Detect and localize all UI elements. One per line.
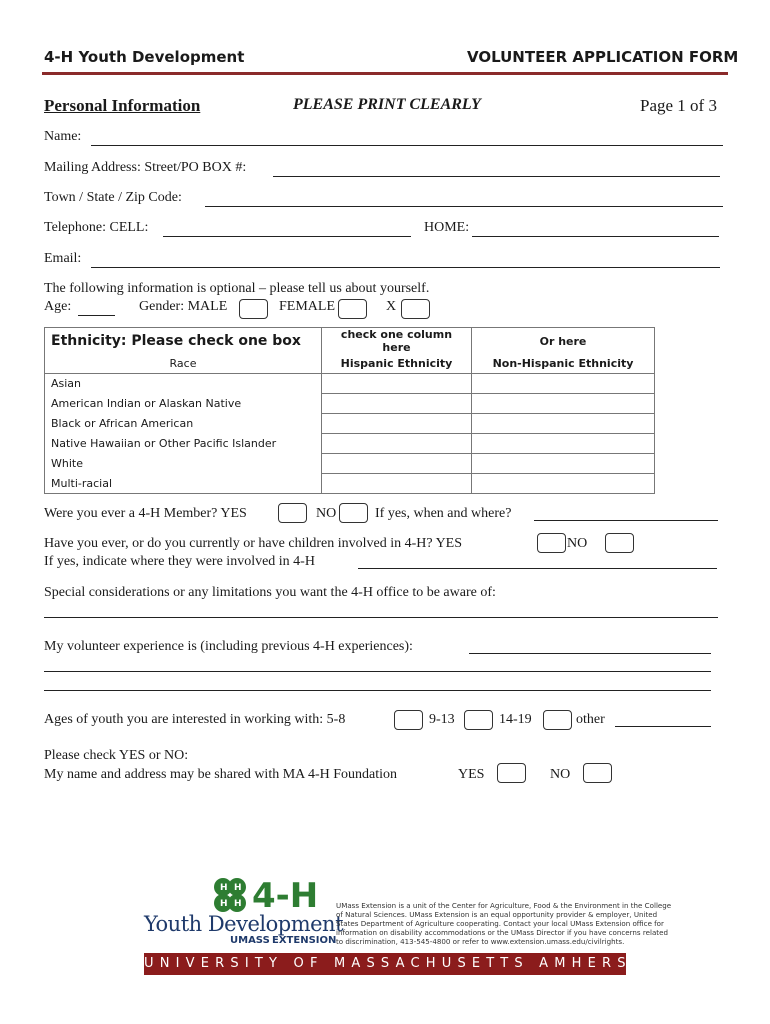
- age-9-13-checkbox[interactable]: [464, 710, 493, 730]
- children-where-label: If yes, indicate where they were involved in 4-H: [44, 554, 315, 569]
- experience-field-line[interactable]: [44, 690, 711, 691]
- children-question: Have you ever, or do you currently or have children involved in 4-H? YES: [44, 536, 463, 551]
- age-other-field[interactable]: [615, 726, 711, 727]
- children-yes-checkbox[interactable]: [537, 533, 566, 553]
- share-yes-label: YES: [458, 767, 485, 782]
- non-hispanic-cell[interactable]: [472, 474, 655, 494]
- share-no-checkbox[interactable]: [583, 763, 612, 783]
- female-label: FEMALE: [279, 299, 335, 314]
- race-header: Race: [45, 354, 322, 374]
- header-left: 4-H Youth Development: [44, 48, 245, 66]
- non-hispanic-cell[interactable]: [472, 374, 655, 394]
- svg-text:H: H: [220, 899, 228, 909]
- non-hispanic-cell[interactable]: [472, 434, 655, 454]
- hispanic-cell[interactable]: [322, 474, 472, 494]
- logo-youth-text: Youth Development: [144, 912, 344, 936]
- x-label: X: [386, 299, 397, 314]
- male-checkbox[interactable]: [239, 299, 268, 319]
- share-question: My name and address may be shared with MA 4-H Foundation: [44, 767, 398, 782]
- non-hispanic-header: Non-Hispanic Ethnicity: [472, 354, 655, 374]
- email-field[interactable]: [91, 267, 720, 268]
- clover-icon: [210, 876, 250, 916]
- ethnicity-table: [44, 327, 655, 494]
- section-title: Personal Information: [44, 96, 201, 115]
- disclaimer-line: States Department of Agriculture cooperating. Contact your local UMass Extension office for: [336, 919, 664, 928]
- children-no-label: NO: [567, 536, 588, 551]
- age-field[interactable]: [78, 315, 115, 316]
- special-label: Special considerations or any limitations you want the 4-H office to be aware of:: [44, 585, 496, 600]
- share-no-label: NO: [550, 767, 571, 782]
- race-row-label: Native Hawaiian or Other Pacific Islander: [45, 434, 322, 454]
- town-field[interactable]: [205, 206, 723, 207]
- hispanic-cell[interactable]: [322, 374, 472, 394]
- optional-intro: The following information is optional – please tell us about yourself.: [44, 281, 430, 296]
- town-label: Town / State / Zip Code:: [44, 190, 182, 205]
- disclaimer-line: to discrimination, 413-545-4800 or refer to www.extension.umass.edu/civilrights.: [336, 937, 625, 946]
- children-no-checkbox[interactable]: [605, 533, 634, 553]
- disclaimer-line: information on disability accommodations or the UMass Director if you have concerns related: [336, 928, 668, 937]
- age-9-13-label: 9-13: [429, 712, 455, 727]
- age-other-label: other: [576, 712, 605, 727]
- ethnicity-title: Ethnicity: Please check one box: [45, 328, 322, 355]
- logo-4h-text: 4-H: [252, 876, 319, 916]
- member-no-label: NO: [316, 506, 337, 521]
- age-14-19-checkbox[interactable]: [543, 710, 572, 730]
- age-14-19-label: 14-19: [499, 712, 532, 727]
- name-field[interactable]: [91, 145, 723, 146]
- female-checkbox[interactable]: [338, 299, 367, 319]
- non-hispanic-cell[interactable]: [472, 414, 655, 434]
- special-field[interactable]: [44, 617, 718, 618]
- disclaimer-line: of Natural Sciences. UMass Extension is an equal opportunity provider & employer, United: [336, 910, 658, 919]
- home-field[interactable]: [472, 236, 719, 237]
- age-5-8-checkbox[interactable]: [394, 710, 423, 730]
- children-where-field[interactable]: [358, 568, 717, 569]
- header-rule: [42, 72, 728, 75]
- hispanic-header-top: check one column here: [322, 328, 472, 355]
- svg-text:H: H: [234, 883, 242, 893]
- share-yes-checkbox[interactable]: [497, 763, 526, 783]
- logo-extension-text: EXTENSION: [272, 935, 337, 946]
- page-number: Page 1 of 3: [640, 96, 717, 115]
- experience-field-line[interactable]: [44, 671, 711, 672]
- experience-label: My volunteer experience is (including previous 4-H experiences):: [44, 639, 413, 654]
- experience-field[interactable]: [469, 653, 711, 654]
- header-right: VOLUNTEER APPLICATION FORM: [467, 48, 739, 66]
- svg-text:H: H: [220, 883, 228, 893]
- university-banner: UNIVERSITY OF MASSACHUSETTS AMHERST: [144, 953, 626, 975]
- hispanic-cell[interactable]: [322, 434, 472, 454]
- ages-label: Ages of youth you are interested in working with: 5-8: [44, 712, 346, 727]
- member-yes-checkbox[interactable]: [278, 503, 307, 523]
- race-row-label: White: [45, 454, 322, 474]
- non-hispanic-header-top: Or here: [472, 328, 655, 355]
- member-question: Were you ever a 4-H Member? YES: [44, 506, 247, 521]
- age-label: Age:: [44, 299, 72, 314]
- print-instruction: PLEASE PRINT CLEARLY: [293, 96, 481, 113]
- non-hispanic-cell[interactable]: [472, 394, 655, 414]
- check-instruction: Please check YES or NO:: [44, 748, 189, 763]
- name-label: Name:: [44, 129, 82, 144]
- email-label: Email:: [44, 251, 82, 266]
- hispanic-cell[interactable]: [322, 394, 472, 414]
- svg-text:H: H: [234, 899, 242, 909]
- mailing-field[interactable]: [273, 176, 720, 177]
- cell-field[interactable]: [163, 236, 411, 237]
- hispanic-cell[interactable]: [322, 454, 472, 474]
- non-hispanic-cell[interactable]: [472, 454, 655, 474]
- gender-label: Gender: MALE: [139, 299, 228, 314]
- race-row-label: Asian: [45, 374, 322, 394]
- member-where-field[interactable]: [534, 520, 718, 521]
- disclaimer: [336, 901, 672, 946]
- cell-label: Telephone: CELL:: [44, 220, 149, 235]
- logo-umass-text: UMASS: [230, 935, 270, 946]
- hispanic-header: Hispanic Ethnicity: [322, 354, 472, 374]
- race-row-label: American Indian or Alaskan Native: [45, 394, 322, 414]
- race-row-label: Black or African American: [45, 414, 322, 434]
- member-where-label: If yes, when and where?: [375, 506, 512, 521]
- 4h-logo: [144, 876, 344, 946]
- mailing-label: Mailing Address: Street/PO BOX #:: [44, 160, 247, 175]
- race-row-label: Multi-racial: [45, 474, 322, 494]
- x-checkbox[interactable]: [401, 299, 430, 319]
- disclaimer-line: UMass Extension is a unit of the Center for Agriculture, Food & the Environment in the College: [336, 901, 672, 910]
- member-no-checkbox[interactable]: [339, 503, 368, 523]
- hispanic-cell[interactable]: [322, 414, 472, 434]
- home-label: HOME:: [424, 220, 470, 235]
